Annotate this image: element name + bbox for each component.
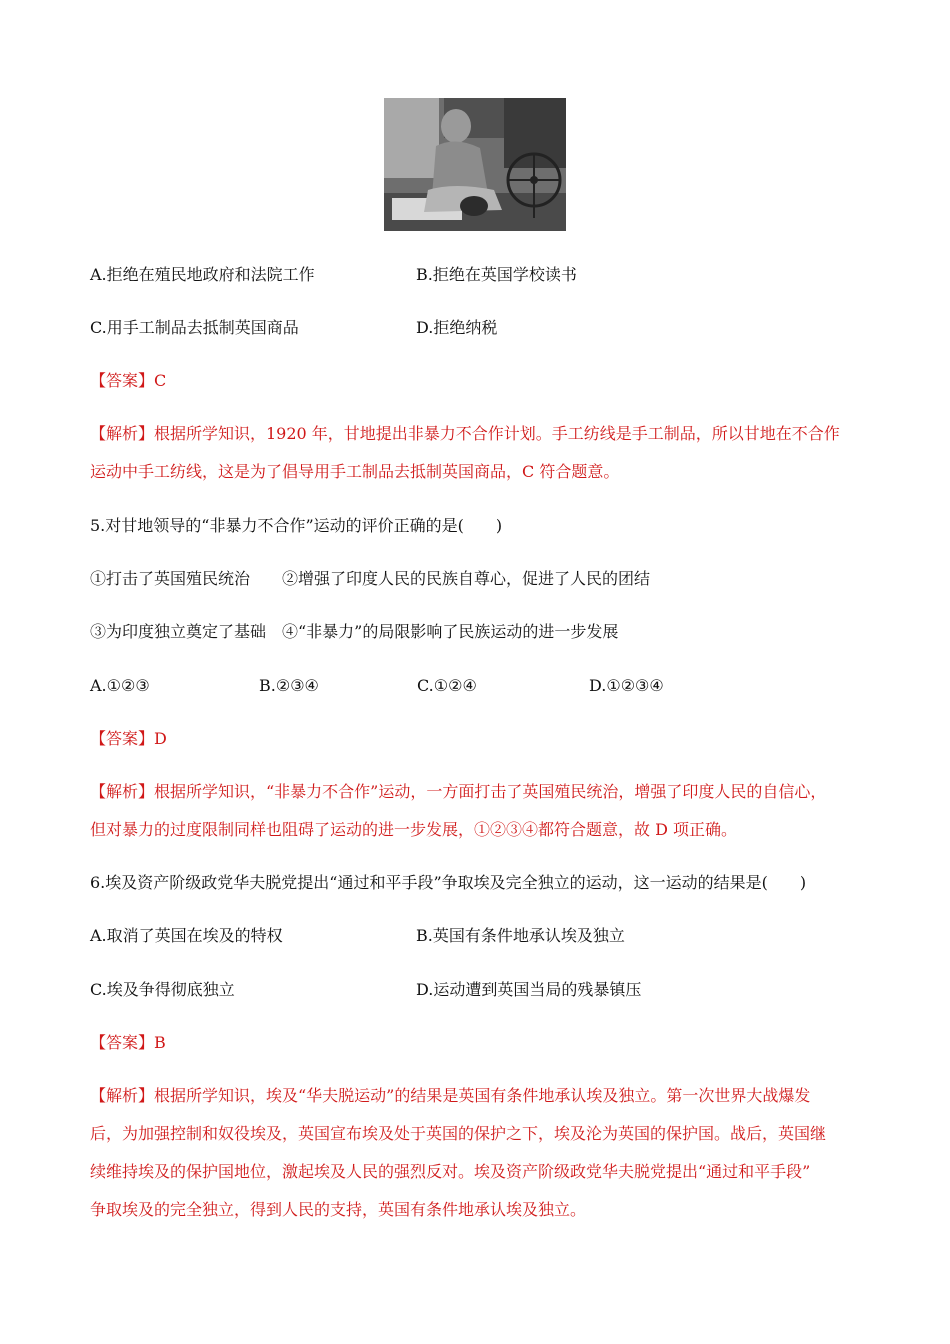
q5-option-b: B.②③④	[259, 676, 319, 695]
q5-statements-line1: ①打击了英国殖民统治 ②增强了印度人民的民族自尊心，促进了人民的团结	[90, 569, 651, 588]
q5-analysis-line2: 但对暴力的过度限制同样也阻碍了运动的进一步发展，①②③④都符合题意，故 D 项正确。	[90, 820, 738, 839]
q6-option-b: B.英国有条件地承认埃及独立	[416, 926, 625, 945]
q4-answer: 【答案】C	[90, 371, 167, 390]
q4-option-a: A.拒绝在殖民地政府和法院工作	[90, 265, 315, 284]
q5-option-c: C.①②④	[417, 676, 477, 695]
q5-option-d: D.①②③④	[589, 676, 664, 695]
q5-stem: 5.对甘地领导的“非暴力不合作”运动的评价正确的是( )	[90, 516, 503, 535]
gandhi-spinning-photo	[384, 98, 566, 231]
q5-option-a: A.①②③	[90, 676, 150, 695]
q6-analysis-line4: 争取埃及的完全独立，得到人民的支持，英国有条件地承认埃及独立。	[90, 1200, 587, 1219]
q6-analysis-line3: 续维持埃及的保护国地位，激起埃及人民的强烈反对。埃及资产阶级政党华夫脱党提出“通过和平手段”	[90, 1162, 811, 1181]
q4-option-b: B.拒绝在英国学校读书	[416, 265, 577, 284]
q4-option-c: C.用手工制品去抵制英国商品	[90, 318, 299, 337]
q4-option-d: D.拒绝纳税	[416, 318, 498, 337]
q6-option-d: D.运动遭到英国当局的残暴镇压	[416, 980, 642, 999]
q4-analysis-line2: 运动中手工纺线，这是为了倡导用手工制品去抵制英国商品，C 符合题意。	[90, 462, 620, 481]
q5-answer: 【答案】D	[90, 729, 167, 748]
q6-analysis-line1: 【解析】根据所学知识，埃及“华夫脱运动”的结果是英国有条件地承认埃及独立。第一次世界大战爆发	[90, 1086, 811, 1105]
q6-analysis-line2: 后，为加强控制和奴役埃及，英国宣布埃及处于英国的保护之下，埃及沦为英国的保护国。战后，英国继	[90, 1124, 827, 1143]
q6-answer: 【答案】B	[90, 1033, 166, 1052]
q5-statements-line2: ③为印度独立奠定了基础 ④“非暴力”的局限影响了民族运动的进一步发展	[90, 622, 619, 641]
q6-stem: 6.埃及资产阶级政党华夫脱党提出“通过和平手段”争取埃及完全独立的运动，这一运动的结果是( )	[90, 873, 807, 892]
q4-analysis-line1: 【解析】根据所学知识，1920 年，甘地提出非暴力不合作计划。手工纺线是手工制品，所以甘地在不合作	[90, 424, 840, 443]
q5-analysis-line1: 【解析】根据所学知识，“非暴力不合作”运动，一方面打击了英国殖民统治，增强了印度人民的自信心，	[90, 782, 827, 801]
q6-option-c: C.埃及争得彻底独立	[90, 980, 235, 999]
q6-option-a: A.取消了英国在埃及的特权	[90, 926, 283, 945]
